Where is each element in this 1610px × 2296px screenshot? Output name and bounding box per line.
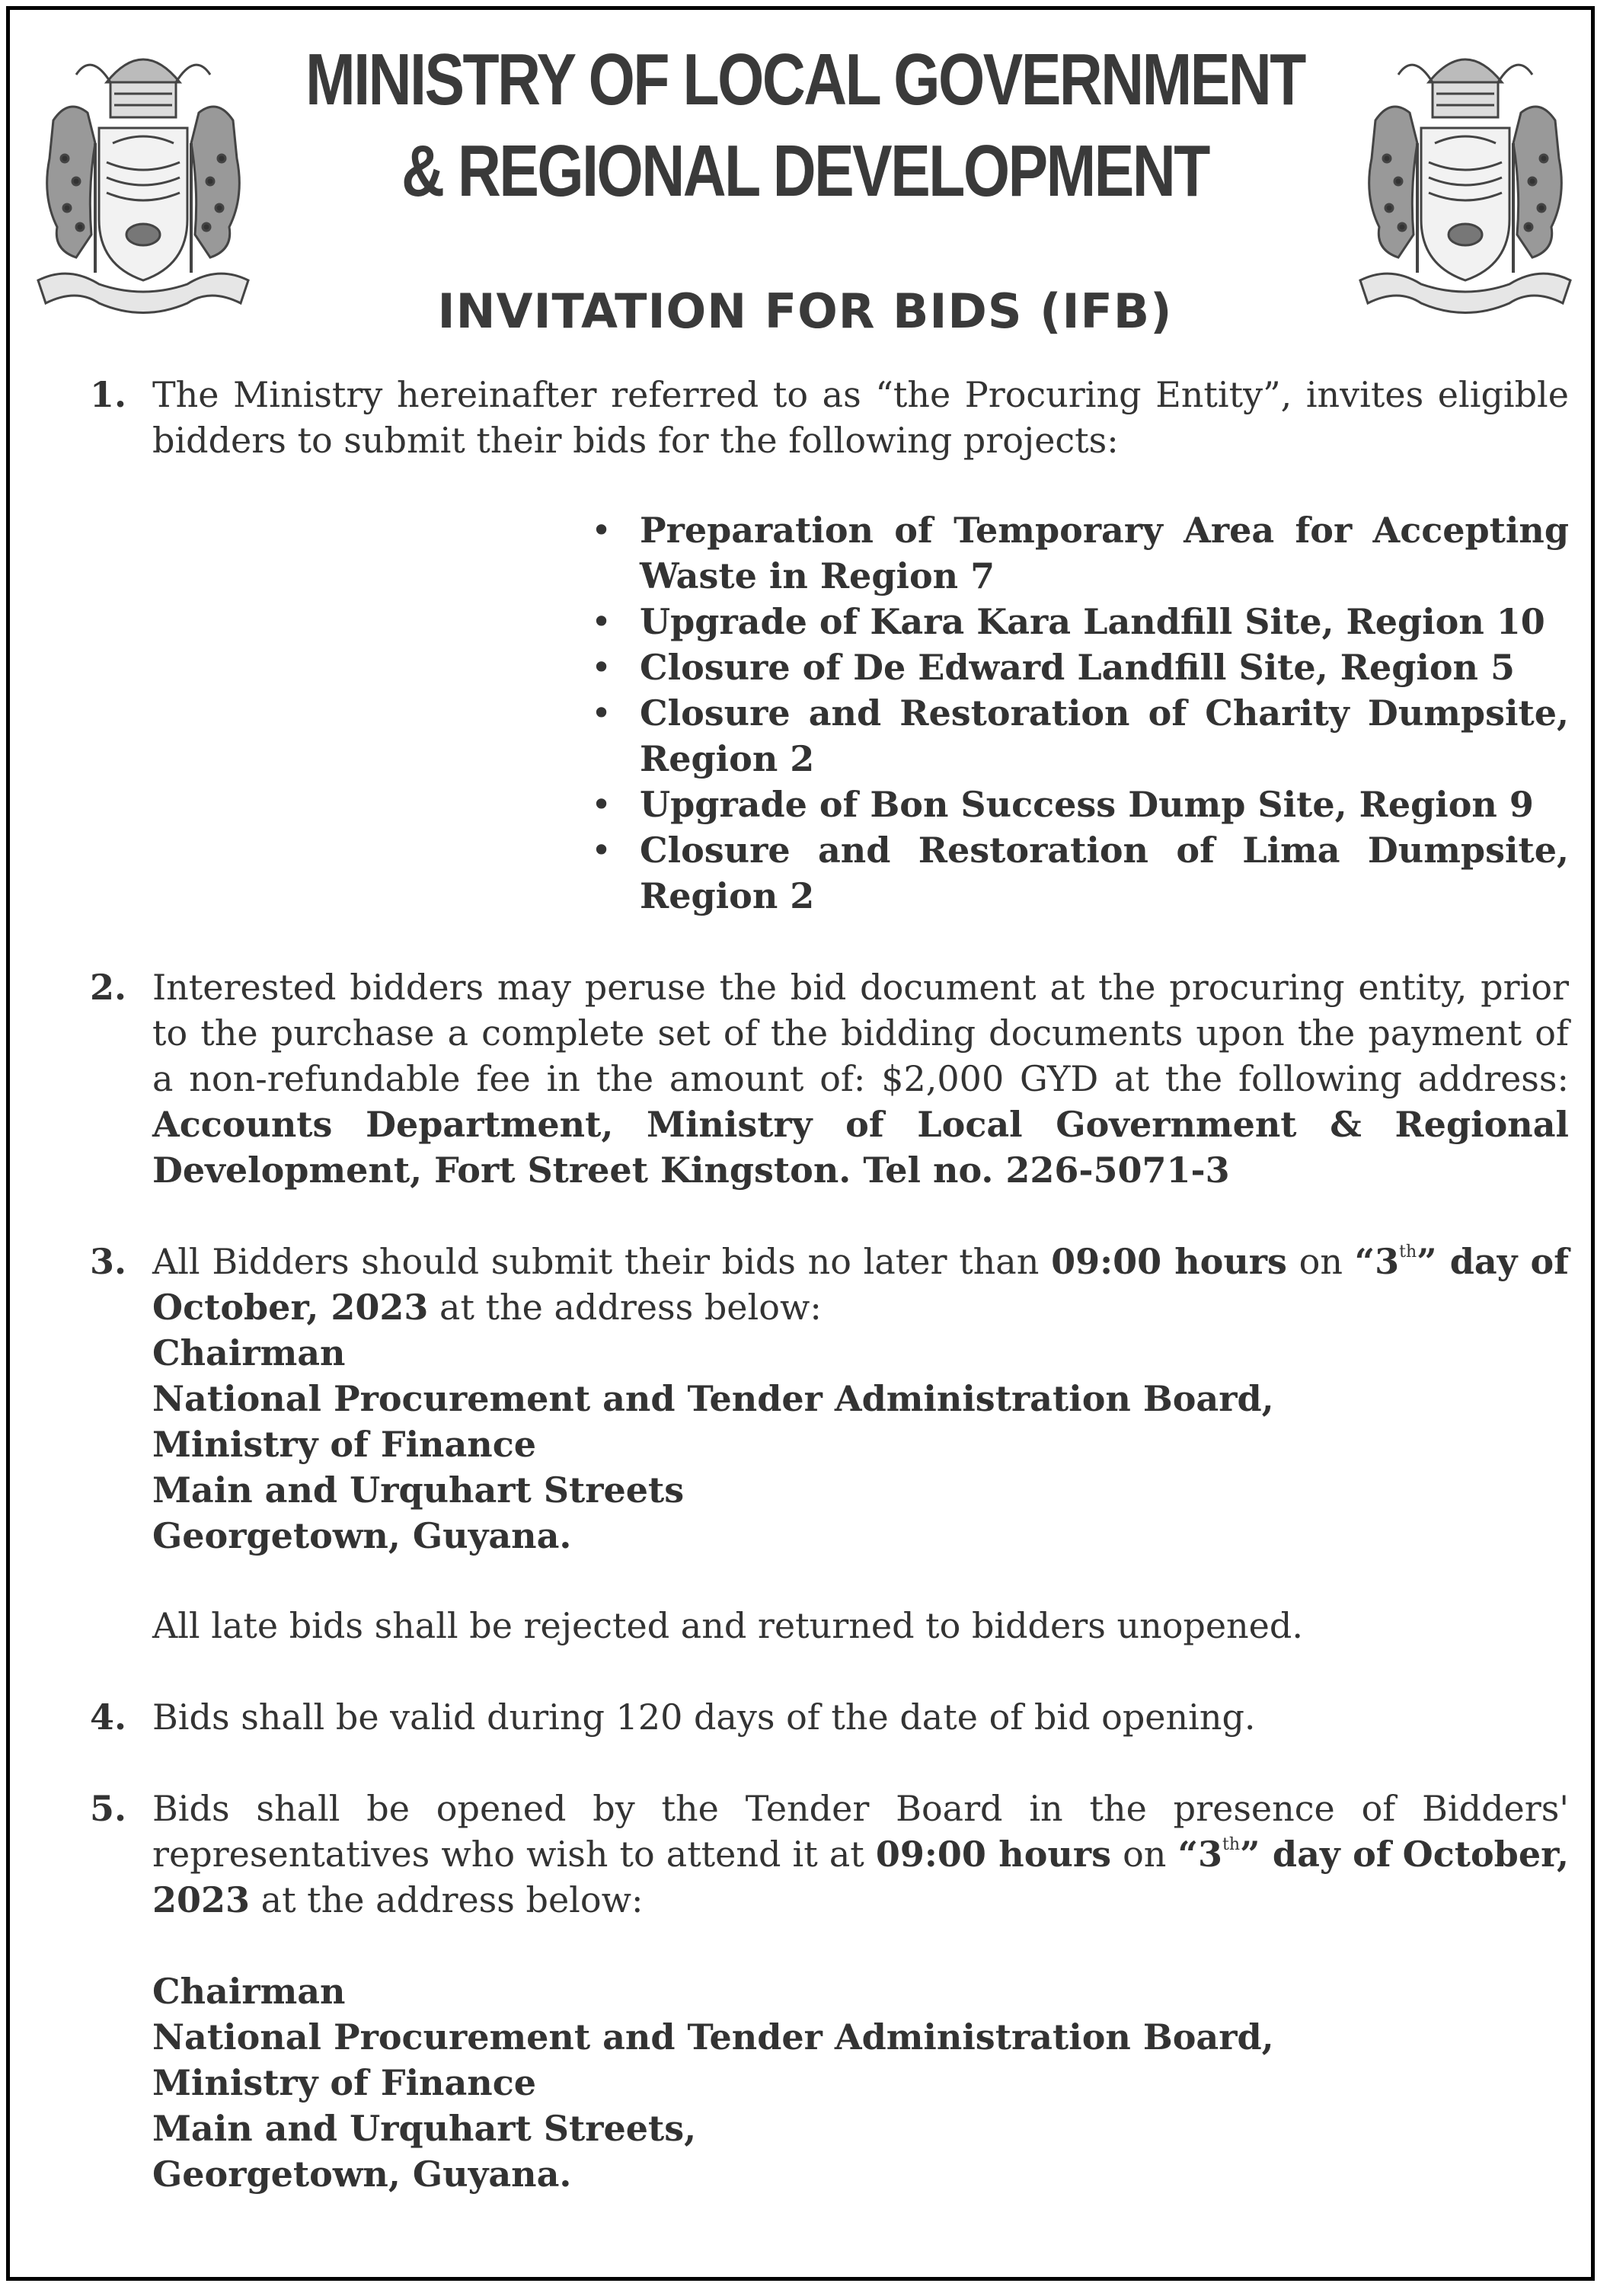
- address-line: Main and Urquhart Streets,: [152, 2108, 697, 2149]
- opening-time: 09:00 hours: [875, 1834, 1112, 1875]
- ministry-title-line1: MINISTRY OF LOCAL GOVERNMENT: [305, 39, 1305, 120]
- section-number: 4.: [90, 1696, 127, 1738]
- day-close: ” day of: [1240, 1834, 1391, 1875]
- section-1: [90, 372, 1569, 463]
- section-number: 3.: [90, 1241, 127, 1282]
- list-item: • Closure of De Edward Landfill Site, Region 5: [577, 644, 1569, 690]
- day-close: ” day of: [1417, 1241, 1569, 1282]
- day-sup: th: [1222, 1835, 1240, 1854]
- deadline-day: [1355, 1241, 1569, 1282]
- ifb-subtitle: INVITATION FOR BIDS (IFB): [437, 283, 1173, 339]
- deadline-date: October, 2023: [152, 1287, 429, 1328]
- address-line: Ministry of Finance: [152, 2062, 537, 2103]
- project-list: [90, 507, 1569, 919]
- list-item: • Preparation of Temporary Area for Accepting Waste in Region 7: [577, 507, 1569, 599]
- address-line: Georgetown, Guyana.: [152, 2154, 572, 2195]
- address-line: Chairman: [152, 1332, 346, 1373]
- section-3: [90, 1239, 1569, 1330]
- list-item: • Closure and Restoration of Lima Dumpsite, Region 2: [577, 827, 1569, 919]
- list-item: • Upgrade of Kara Kara Landfill Site, Region 10: [577, 599, 1569, 644]
- list-item: • Upgrade of Bon Success Dump Site, Region 9: [577, 782, 1569, 827]
- coat-of-arms-icon-right: [1345, 29, 1586, 318]
- address-line: Chairman: [152, 1971, 346, 2012]
- late-bids-note: All late bids shall be rejected and returned to bidders unopened.: [152, 1605, 1303, 1646]
- opening-address: [90, 1968, 1569, 2197]
- accounts-address: Accounts Department, Ministry of Local Government & Regional Development, Fort Street Kingston. Tel no. 226-5071-3: [152, 1104, 1569, 1191]
- opening-day: [1178, 1834, 1391, 1875]
- day-open: “3: [1354, 1241, 1400, 1282]
- submission-address: [90, 1330, 1569, 1559]
- ministry-title-line2: & REGIONAL DEVELOPMENT: [401, 130, 1209, 212]
- section-number: 5.: [90, 1788, 127, 1829]
- section-number: 1.: [90, 374, 127, 415]
- section-3-text-a: All Bidders should submit their bids no later than: [152, 1241, 1052, 1282]
- section-5: [90, 1786, 1569, 1923]
- list-item: • Closure and Restoration of Charity Dumpsite, Region 2: [577, 690, 1569, 782]
- section-2: [90, 964, 1569, 1193]
- section-2-text: Interested bidders may peruse the bid document at the procuring entity, prior to the purchase a complete set of the bidding documents upon the payment of a non-refundable fee in the amount of: $2,000 GYD at the following address:: [152, 967, 1569, 1099]
- section-number: 2.: [90, 967, 127, 1008]
- opening-date: October, 2023: [152, 1834, 1570, 1920]
- section-3-text-b: on: [1286, 1241, 1355, 1282]
- address-line: National Procurement and Tender Administration Board,: [152, 2016, 1274, 2058]
- section-5-text-b: on: [1111, 1834, 1178, 1875]
- section-4: [90, 1694, 1569, 1740]
- address-line: National Procurement and Tender Administration Board,: [152, 1378, 1274, 1419]
- section-5-text-c: at the address below:: [250, 1879, 644, 1920]
- day-sup: th: [1399, 1242, 1417, 1262]
- address-line: Main and Urquhart Streets: [152, 1469, 685, 1511]
- section-5-text-a: Bids shall be opened by the Tender Board in the presence of Bidders' representatives who wish to attend it at: [152, 1788, 1569, 1875]
- section-3-text-c: at the address below:: [428, 1287, 822, 1328]
- section-1-text: The Ministry hereinafter referred to as “the Procuring Entity”, invites eligible bidders to submit their bids for the following projects:: [152, 374, 1569, 461]
- notice-body: [90, 372, 1569, 2197]
- section-4-text: Bids shall be valid during 120 days of the date of bid opening.: [152, 1696, 1256, 1738]
- coat-of-arms-icon-left: [23, 29, 264, 318]
- deadline-time: 09:00 hours: [1051, 1241, 1287, 1282]
- day-open: “3: [1177, 1834, 1222, 1875]
- address-line: Georgetown, Guyana.: [152, 1515, 572, 1556]
- address-line: Ministry of Finance: [152, 1424, 537, 1465]
